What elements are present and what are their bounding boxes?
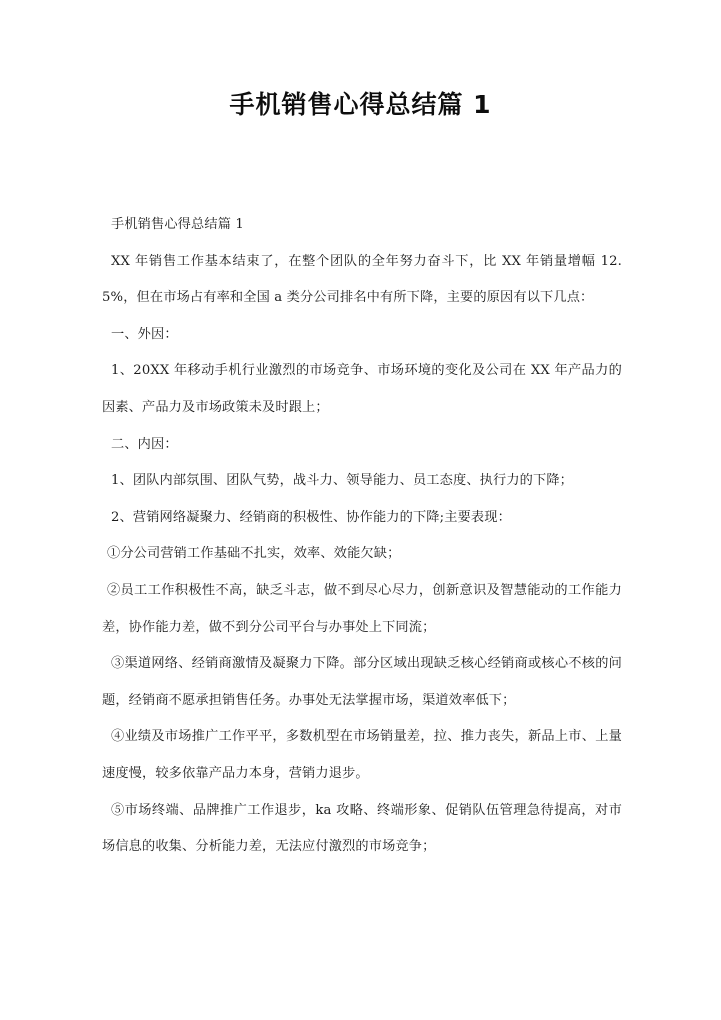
paragraph-sub-item-5: ⑤市场终端、品牌推广工作退步，ka 攻略、终端形象、促销队伍管理急待提高，对市场信息的收集、分析能力差，无法应付激烈的市场竞争； <box>102 802 622 855</box>
paragraph-internal-item-2: 2、营销网络凝聚力、经销商的积极性、协作能力的下降;主要表现： <box>111 509 511 525</box>
page-title: 手机销售心得总结篇 1 <box>229 90 492 119</box>
paragraph-sub-item-3: ③渠道网络、经销商激情及凝聚力下降。部分区域出现缺乏核心经销商或核心不核的问题，经销商不愿承担销售任务。办事处无法掌握市场，渠道效率低下； <box>102 656 622 708</box>
paragraph-heading-line: 手机销售心得总结篇 1 <box>111 217 244 232</box>
document-body <box>102 207 622 866</box>
paragraph-intro: XX 年销售工作基本结束了，在整个团队的全年努力奋斗下，比 XX 年销量增幅 12.5%，但在市场占有率和全国 a 类分公司排名中有所下降，主要的原因有以下几点： <box>102 253 622 306</box>
paragraph-internal-item-1: 1、团队内部氛围、团队气势，战斗力、领导能力、员工态度、执行力的下降； <box>111 473 574 489</box>
paragraph-sub-item-1: ①分公司营销工作基础不扎实，效率、效能欠缺； <box>107 546 401 562</box>
paragraph-external-item-1: 1、20XX 年移动手机行业激烈的市场竞争、市场环境的变化及公司在 XX 年产品力的因素、产品力及市场政策未及时跟上； <box>102 363 622 415</box>
paragraph-section-external: 一、外因： <box>111 326 178 342</box>
paragraph-sub-item-2: ②员工工作积极性不高，缺乏斗志，做不到尽心尽力，创新意识及智慧能动的工作能力差，协作能力差，做不到分公司平台与办事处上下同流； <box>102 582 622 635</box>
paragraph-sub-item-4: ④业绩及市场推广工作平平，多数机型在市场销量差，拉、推力丧失，新品上市、上量速度慢，较多依靠产品力本身，营销力退步。 <box>102 729 622 781</box>
paragraph-section-internal: 二、内因： <box>111 436 178 452</box>
